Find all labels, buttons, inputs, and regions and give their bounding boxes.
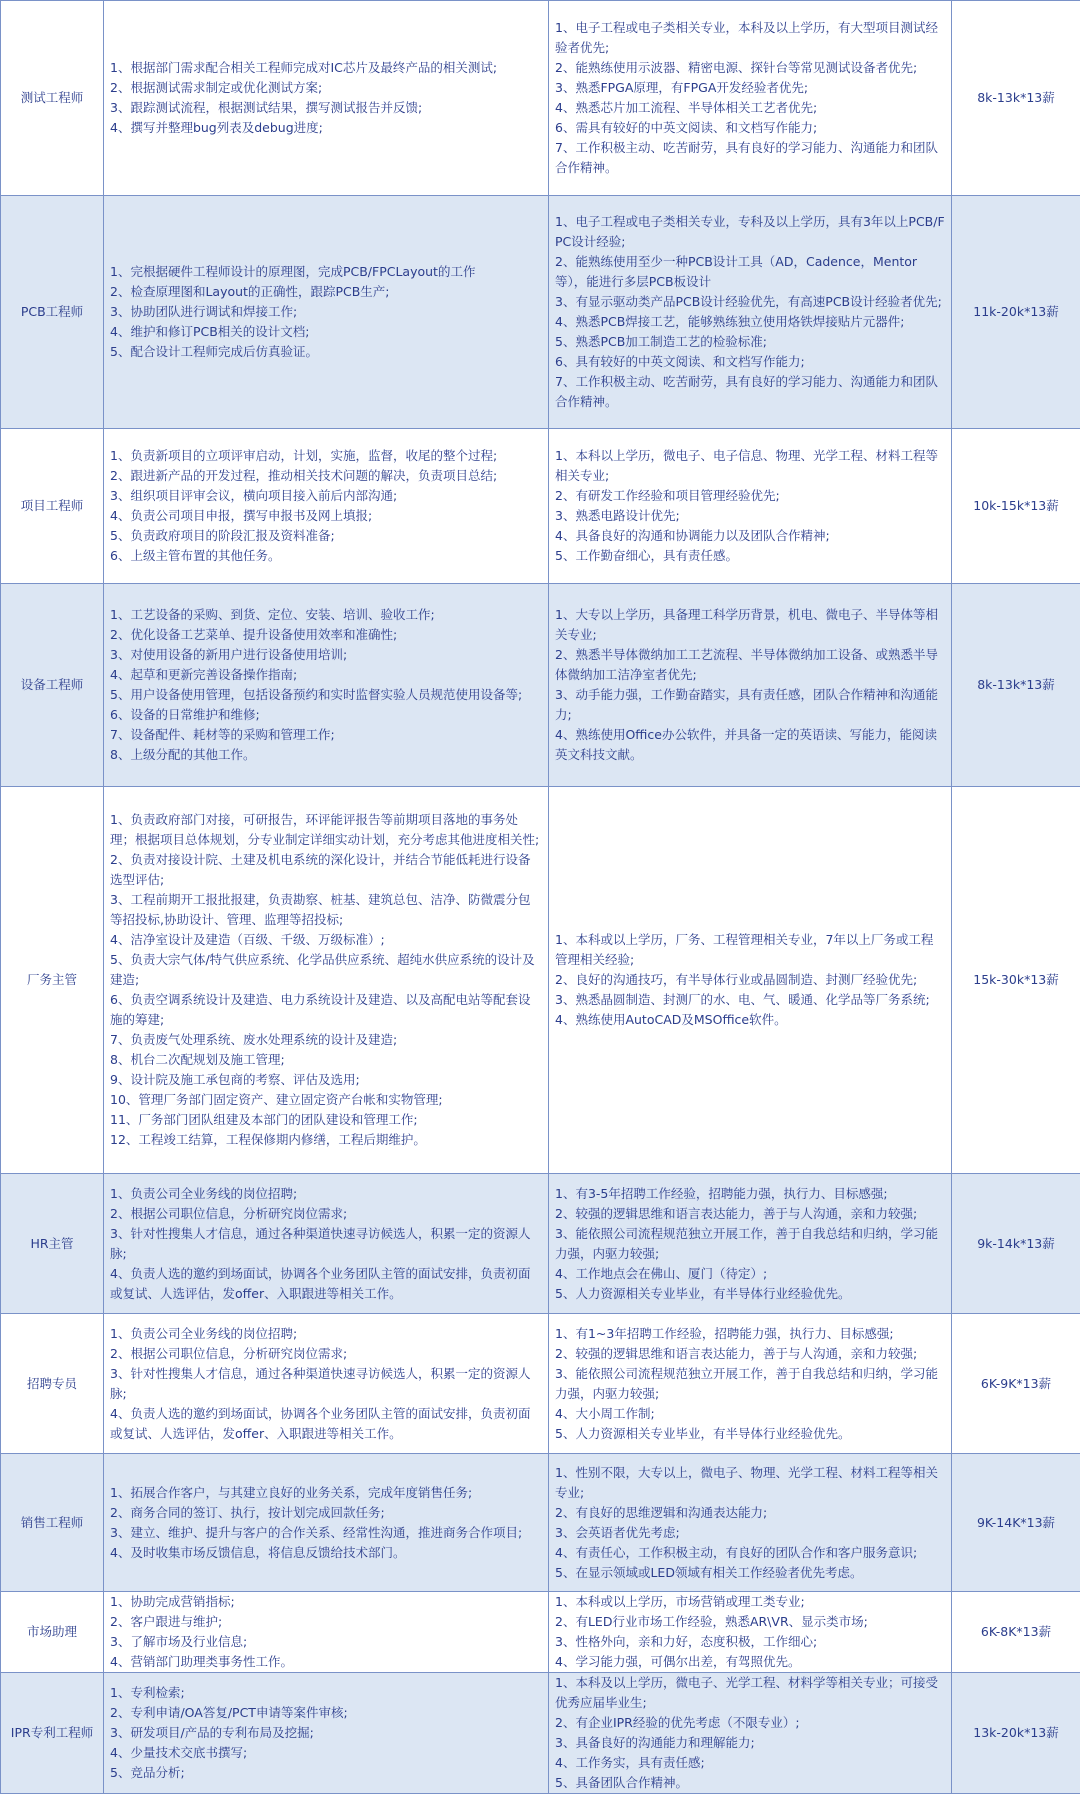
requirement-item: 2、有研发工作经验和项目管理经验优先; bbox=[555, 486, 945, 506]
duty-item: 5、负责政府项目的阶段汇报及资料准备; bbox=[110, 526, 542, 546]
job-requirements bbox=[549, 1592, 952, 1673]
duty-item: 4、撰写并整理bug列表及debug进度; bbox=[110, 118, 542, 138]
duty-item: 4、起草和更新完善设备操作指南; bbox=[110, 665, 542, 685]
table-row bbox=[1, 1, 1080, 196]
duty-item: 3、组织项目评审会议，横向项目接入前后内部沟通; bbox=[110, 486, 542, 506]
requirement-item: 4、工作地点会在佛山、厦门（待定）; bbox=[555, 1264, 945, 1284]
job-requirements bbox=[549, 1, 952, 196]
table-row bbox=[1, 584, 1080, 787]
job-duties bbox=[104, 1314, 549, 1454]
duty-item: 4、洁净室设计及建造（百级、千级、万级标准）; bbox=[110, 930, 542, 950]
table-row bbox=[1, 429, 1080, 584]
requirement-item: 3、会英语者优先考虑; bbox=[555, 1523, 945, 1543]
requirement-item: 4、熟悉芯片加工流程、半导体相关工艺者优先; bbox=[555, 98, 945, 118]
duty-item: 5、负责大宗气体/特气供应系统、化学品供应系统、超纯水供应系统的设计及建造; bbox=[110, 950, 542, 990]
duty-item: 4、营销部门助理类事务性工作。 bbox=[110, 1652, 542, 1672]
requirement-item: 4、具备良好的沟通和协调能力以及团队合作精神; bbox=[555, 526, 945, 546]
requirement-item: 1、电子工程或电子类相关专业，专科及以上学历，具有3年以上PCB/FPC设计经验; bbox=[555, 212, 945, 252]
duty-item: 2、根据测试需求制定或优化测试方案; bbox=[110, 78, 542, 98]
duty-item: 3、跟踪测试流程，根据测试结果，撰写测试报告并反馈; bbox=[110, 98, 542, 118]
duty-item: 10、管理厂务部门固定资产、建立固定资产台帐和实物管理; bbox=[110, 1090, 542, 1110]
requirement-item: 1、电子工程或电子类相关专业，本科及以上学历，有大型项目测试经验者优先; bbox=[555, 18, 945, 58]
duty-item: 3、了解市场及行业信息; bbox=[110, 1632, 542, 1652]
requirement-item: 2、有企业IPR经验的优先考虑（不限专业）; bbox=[555, 1713, 945, 1733]
duty-item: 3、对使用设备的新用户进行设备使用培训; bbox=[110, 645, 542, 665]
job-title: 项目工程师 bbox=[1, 429, 104, 584]
duty-item: 5、配合设计工程师完成后仿真验证。 bbox=[110, 342, 542, 362]
job-duties bbox=[104, 1592, 549, 1673]
duty-item: 6、负责空调系统设计及建造、电力系统设计及建造、以及高配电站等配套设施的筹建; bbox=[110, 990, 542, 1030]
duty-item: 3、建立、维护、提升与客户的合作关系、经常性沟通，推进商务合作项目; bbox=[110, 1523, 542, 1543]
duty-item: 1、协助完成营销指标; bbox=[110, 1592, 542, 1612]
duty-item: 8、机台二次配规划及施工管理; bbox=[110, 1050, 542, 1070]
job-title: 设备工程师 bbox=[1, 584, 104, 787]
requirement-item: 1、本科或以上学历，市场营销或理工类专业; bbox=[555, 1592, 945, 1612]
job-salary: 9k-14k*13薪 bbox=[952, 1174, 1080, 1314]
requirement-item: 3、动手能力强，工作勤奋踏实，具有责任感，团队合作精神和沟通能力; bbox=[555, 685, 945, 725]
job-duties bbox=[104, 1174, 549, 1314]
duty-item: 9、设计院及施工承包商的考察、评估及选用; bbox=[110, 1070, 542, 1090]
requirement-item: 5、人力资源相关专业毕业，有半导体行业经验优先。 bbox=[555, 1284, 945, 1304]
job-requirements bbox=[549, 1454, 952, 1592]
job-requirements bbox=[549, 1673, 952, 1794]
requirement-item: 6、需具有较好的中英文阅读、和文档写作能力; bbox=[555, 118, 945, 138]
duty-item: 1、负责新项目的立项评审启动，计划，实施，监督，收尾的整个过程; bbox=[110, 446, 542, 466]
requirement-item: 5、熟悉PCB加工制造工艺的检验标准; bbox=[555, 332, 945, 352]
requirement-item: 3、具备良好的沟通能力和理解能力; bbox=[555, 1733, 945, 1753]
job-title: 厂务主管 bbox=[1, 787, 104, 1174]
job-duties bbox=[104, 787, 549, 1174]
requirement-item: 7、工作积极主动、吃苦耐劳，具有良好的学习能力、沟通能力和团队合作精神。 bbox=[555, 372, 945, 412]
duty-item: 1、拓展合作客户，与其建立良好的业务关系，完成年度销售任务; bbox=[110, 1483, 542, 1503]
requirement-item: 1、本科及以上学历，微电子、光学工程、材料学等相关专业；可接受优秀应届毕业生; bbox=[555, 1673, 945, 1713]
table-row bbox=[1, 787, 1080, 1174]
requirement-item: 1、有1~3年招聘工作经验，招聘能力强，执行力、目标感强; bbox=[555, 1324, 945, 1344]
duty-item: 2、专利申请/OA答复/PCT申请等案件审核; bbox=[110, 1703, 542, 1723]
job-salary: 13k-20k*13薪 bbox=[952, 1673, 1080, 1794]
duty-item: 7、负责废气处理系统、废水处理系统的设计及建造; bbox=[110, 1030, 542, 1050]
job-title: 销售工程师 bbox=[1, 1454, 104, 1592]
requirement-item: 4、有责任心，工作积极主动，有良好的团队合作和客户服务意识; bbox=[555, 1543, 945, 1563]
requirement-item: 4、大小周工作制; bbox=[555, 1404, 945, 1424]
duty-item: 5、竞品分析; bbox=[110, 1763, 542, 1783]
requirement-item: 1、有3-5年招聘工作经验，招聘能力强，执行力、目标感强; bbox=[555, 1184, 945, 1204]
requirement-item: 3、性格外向，亲和力好，态度积极，工作细心; bbox=[555, 1632, 945, 1652]
duty-item: 8、上级分配的其他工作。 bbox=[110, 745, 542, 765]
duty-item: 3、针对性搜集人才信息，通过各种渠道快速寻访候选人，积累一定的资源人脉; bbox=[110, 1364, 542, 1404]
job-title: PCB工程师 bbox=[1, 196, 104, 429]
requirement-item: 3、熟悉晶圆制造、封测厂的水、电、气、暖通、化学品等厂务系统; bbox=[555, 990, 945, 1010]
duty-item: 4、少量技术交底书撰写; bbox=[110, 1743, 542, 1763]
requirement-item: 2、有LED行业市场工作经验，熟悉AR\VR、显示类市场; bbox=[555, 1612, 945, 1632]
duty-item: 4、负责公司项目申报，撰写申报书及网上填报; bbox=[110, 506, 542, 526]
job-salary: 6K-9K*13薪 bbox=[952, 1314, 1080, 1454]
job-salary: 6K-8K*13薪 bbox=[952, 1592, 1080, 1673]
job-title: HR主管 bbox=[1, 1174, 104, 1314]
duty-item: 2、根据公司职位信息，分析研究岗位需求; bbox=[110, 1204, 542, 1224]
requirement-item: 3、有显示驱动类产品PCB设计经验优先，有高速PCB设计经验者优先; bbox=[555, 292, 945, 312]
job-table-body bbox=[1, 1, 1080, 1794]
table-row bbox=[1, 1454, 1080, 1592]
requirement-item: 3、能依照公司流程规范独立开展工作，善于自我总结和归纳，学习能力强，内驱力较强; bbox=[555, 1224, 945, 1264]
duty-item: 4、维护和修订PCB相关的设计文档; bbox=[110, 322, 542, 342]
requirement-item: 4、学习能力强，可偶尔出差，有驾照优先。 bbox=[555, 1652, 945, 1672]
duty-item: 5、用户设备使用管理，包括设备预约和实时监督实验人员规范使用设备等; bbox=[110, 685, 542, 705]
requirement-item: 6、具有较好的中英文阅读、和文档写作能力; bbox=[555, 352, 945, 372]
requirement-item: 1、大专以上学历，具备理工科学历背景，机电、微电子、半导体等相关专业; bbox=[555, 605, 945, 645]
requirement-item: 2、较强的逻辑思维和语言表达能力，善于与人沟通，亲和力较强; bbox=[555, 1344, 945, 1364]
job-title: IPR专利工程师 bbox=[1, 1673, 104, 1794]
duty-item: 4、及时收集市场反馈信息，将信息反馈给技术部门。 bbox=[110, 1543, 542, 1563]
job-duties bbox=[104, 584, 549, 787]
requirement-item: 3、熟悉电路设计优先; bbox=[555, 506, 945, 526]
job-duties bbox=[104, 1454, 549, 1592]
table-row bbox=[1, 1673, 1080, 1794]
job-duties bbox=[104, 196, 549, 429]
duty-item: 2、检查原理图和Layout的正确性，跟踪PCB生产; bbox=[110, 282, 542, 302]
duty-item: 12、工程竣工结算，工程保修期内修缮，工程后期维护。 bbox=[110, 1130, 542, 1150]
requirement-item: 4、熟悉PCB焊接工艺，能够熟练独立使用烙铁焊接贴片元器件; bbox=[555, 312, 945, 332]
requirement-item: 5、人力资源相关专业毕业，有半导体行业经验优先。 bbox=[555, 1424, 945, 1444]
duty-item: 1、负责政府部门对接，可研报告，环评能评报告等前期项目落地的事务处理；根据项目总体规划，分专业制定详细实动计划，充分考虑其他进度相关性; bbox=[110, 810, 542, 850]
duty-item: 3、研发项目/产品的专利布局及挖掘; bbox=[110, 1723, 542, 1743]
duty-item: 6、上级主管布置的其他任务。 bbox=[110, 546, 542, 566]
requirement-item: 1、本科或以上学历，厂务、工程管理相关专业，7年以上厂务或工程管理相关经验; bbox=[555, 930, 945, 970]
requirement-item: 2、有良好的思维逻辑和沟通表达能力; bbox=[555, 1503, 945, 1523]
duty-item: 1、根据部门需求配合相关工程师完成对IC芯片及最终产品的相关测试; bbox=[110, 58, 542, 78]
requirement-item: 1、性别不限，大专以上，微电子、物理、光学工程、材料工程等相关专业; bbox=[555, 1463, 945, 1503]
duty-item: 1、负责公司全业务线的岗位招聘; bbox=[110, 1324, 542, 1344]
table-row bbox=[1, 1592, 1080, 1673]
table-row bbox=[1, 1314, 1080, 1454]
duty-item: 1、完根据硬件工程师设计的原理图，完成PCB/FPCLayout的工作 bbox=[110, 262, 542, 282]
job-requirements bbox=[549, 1174, 952, 1314]
duty-item: 2、优化设备工艺菜单、提升设备使用效率和准确性; bbox=[110, 625, 542, 645]
duty-item: 3、针对性搜集人才信息，通过各种渠道快速寻访候选人，积累一定的资源人脉; bbox=[110, 1224, 542, 1264]
requirement-item: 2、能熟练使用示波器、精密电源、探针台等常见测试设备者优先; bbox=[555, 58, 945, 78]
duty-item: 4、负责人选的邀约到场面试，协调各个业务团队主管的面试安排，负责初面或复试、人选评估，发offer、入职跟进等相关工作。 bbox=[110, 1264, 542, 1304]
duty-item: 2、客户跟进与维护; bbox=[110, 1612, 542, 1632]
duty-item: 2、商务合同的签订、执行，按计划完成回款任务; bbox=[110, 1503, 542, 1523]
requirement-item: 1、本科以上学历，微电子、电子信息、物理、光学工程、材料工程等相关专业; bbox=[555, 446, 945, 486]
job-title: 市场助理 bbox=[1, 1592, 104, 1673]
job-duties bbox=[104, 429, 549, 584]
job-salary: 11k-20k*13薪 bbox=[952, 196, 1080, 429]
requirement-item: 2、较强的逻辑思维和语言表达能力，善于与人沟通，亲和力较强; bbox=[555, 1204, 945, 1224]
requirement-item: 2、熟悉半导体微纳加工工艺流程、半导体微纳加工设备、或熟悉半导体微纳加工洁净室者优先; bbox=[555, 645, 945, 685]
job-salary: 8k-13k*13薪 bbox=[952, 584, 1080, 787]
requirement-item: 3、熟悉FPGA原理，有FPGA开发经验者优先; bbox=[555, 78, 945, 98]
duty-item: 1、专利检索; bbox=[110, 1683, 542, 1703]
duty-item: 7、设备配件、耗材等的采购和管理工作; bbox=[110, 725, 542, 745]
duty-item: 4、负责人选的邀约到场面试，协调各个业务团队主管的面试安排，负责初面或复试、人选评估，发offer、入职跟进等相关工作。 bbox=[110, 1404, 542, 1444]
requirement-item: 2、良好的沟通技巧，有半导体行业或晶圆制造、封测厂经验优先; bbox=[555, 970, 945, 990]
job-salary: 15k-30k*13薪 bbox=[952, 787, 1080, 1174]
requirement-item: 5、在显示领域或LED领域有相关工作经验者优先考虑。 bbox=[555, 1563, 945, 1583]
job-title: 测试工程师 bbox=[1, 1, 104, 196]
job-requirements bbox=[549, 584, 952, 787]
requirement-item: 4、工作务实，具有责任感; bbox=[555, 1753, 945, 1773]
duty-item: 1、负责公司全业务线的岗位招聘; bbox=[110, 1184, 542, 1204]
duty-item: 3、工程前期开工报批报建，负责勘察、桩基、建筑总包、洁净、防微震分包等招投标,协助设计、管理、监理等招投标; bbox=[110, 890, 542, 930]
requirement-item: 5、具备团队合作精神。 bbox=[555, 1773, 945, 1793]
job-requirements bbox=[549, 196, 952, 429]
table-row bbox=[1, 196, 1080, 429]
duty-item: 3、协助团队进行调试和焊接工作; bbox=[110, 302, 542, 322]
job-duties bbox=[104, 1673, 549, 1794]
duty-item: 2、跟进新产品的开发过程，推动相关技术问题的解决，负责项目总结; bbox=[110, 466, 542, 486]
job-requirements bbox=[549, 787, 952, 1174]
requirement-item: 3、能依照公司流程规范独立开展工作，善于自我总结和归纳，学习能力强，内驱力较强; bbox=[555, 1364, 945, 1404]
duty-item: 2、负责对接设计院、土建及机电系统的深化设计，并结合节能低耗进行设备选型评估; bbox=[110, 850, 542, 890]
requirement-item: 7、工作积极主动、吃苦耐劳，具有良好的学习能力、沟通能力和团队合作精神。 bbox=[555, 138, 945, 178]
table-row bbox=[1, 1174, 1080, 1314]
requirement-item: 4、熟练使用Office办公软件，并具备一定的英语读、写能力，能阅读英文科技文献。 bbox=[555, 725, 945, 765]
requirement-item: 2、能熟练使用至少一种PCB设计工具（AD，Cadence，Mentor等），能进行多层PCB板设计 bbox=[555, 252, 945, 292]
duty-item: 11、厂务部门团队组建及本部门的团队建设和管理工作; bbox=[110, 1110, 542, 1130]
requirement-item: 5、工作勤奋细心，具有责任感。 bbox=[555, 546, 945, 566]
job-salary: 10k-15k*13薪 bbox=[952, 429, 1080, 584]
job-title: 招聘专员 bbox=[1, 1314, 104, 1454]
duty-item: 1、工艺设备的采购、到货、定位、安装、培训、验收工作; bbox=[110, 605, 542, 625]
duty-item: 2、根据公司职位信息，分析研究岗位需求; bbox=[110, 1344, 542, 1364]
job-salary: 9K-14K*13薪 bbox=[952, 1454, 1080, 1592]
job-salary: 8k-13k*13薪 bbox=[952, 1, 1080, 196]
job-requirements bbox=[549, 429, 952, 584]
job-duties bbox=[104, 1, 549, 196]
job-requirements bbox=[549, 1314, 952, 1454]
requirement-item: 4、熟练使用AutoCAD及MSOffice软件。 bbox=[555, 1010, 945, 1030]
duty-item: 6、设备的日常维护和维修; bbox=[110, 705, 542, 725]
